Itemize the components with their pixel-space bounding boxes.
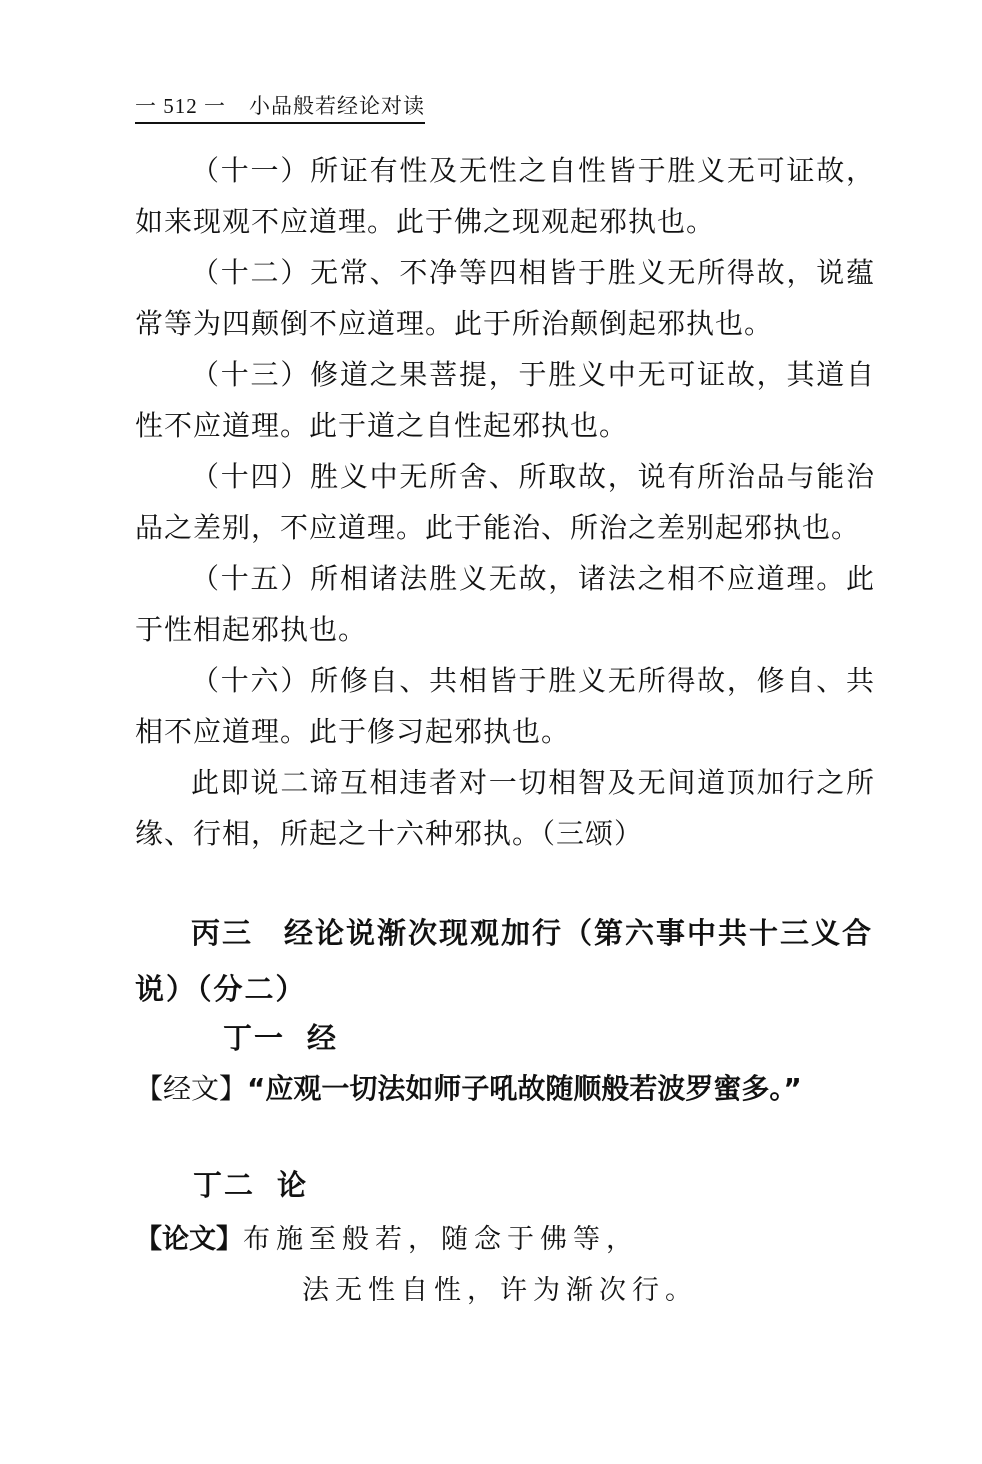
paragraph-15: （十五）所相诸法胜义无故，诸法之相不应道理。此于性相起邪执也。 xyxy=(135,562,875,646)
subsection-heading-1 xyxy=(223,1016,338,1057)
treatise-verse-line-2 xyxy=(302,1268,698,1307)
section-heading: 丙三 经论说渐次现观加行（第六事中共十三义合说）（分二） xyxy=(135,916,874,1006)
page-number: 一 512 一 xyxy=(135,94,226,118)
subsection-label: 丁一 xyxy=(223,1021,286,1055)
paragraph-12: （十二）无常、不净等四相皆于胜义无所得故，说蕴常等为四颠倒不应道理。此于所治颠倒起邪执也。 xyxy=(135,256,875,340)
sutra-text-line xyxy=(135,1067,802,1107)
paragraph-14: （十四）胜义中无所舍、所取故，说有所治品与能治品之差别，不应道理。此于能治、所治之差别起邪执也。 xyxy=(135,460,875,544)
paragraph-13: （十三）修道之果菩提，于胜义中无可证故，其道自性不应道理。此于道之自性起邪执也。 xyxy=(135,358,875,442)
sutra-tag: 【经文】 xyxy=(135,1072,248,1105)
paragraph-16: （十六）所修自、共相皆于胜义无所得故，修自、共相不应道理。此于修习起邪执也。 xyxy=(135,664,875,748)
treatise-tag: 【论文】 xyxy=(135,1224,243,1255)
verse-line-2: 法无性自性，许为渐次行。 xyxy=(302,1275,698,1306)
sutra-text: “应观一切法如师子吼故随顺般若波罗蜜多。” xyxy=(247,1072,802,1105)
subsection-title: 经 xyxy=(307,1021,339,1055)
book-title: 小品般若经论对读 xyxy=(249,94,426,118)
subsection-title: 论 xyxy=(277,1168,309,1202)
verse-line-1: 布施至般若，随念于佛等， xyxy=(243,1224,639,1255)
subsection-heading-2 xyxy=(193,1163,308,1204)
running-header xyxy=(135,90,425,124)
treatise-verse-line-1 xyxy=(135,1217,639,1256)
paragraph-11: （十一）所证有性及无性之自性皆于胜义无可证故，如来现观不应道理。此于佛之现观起邪执也。 xyxy=(135,154,875,238)
subsection-label: 丁二 xyxy=(193,1168,256,1202)
paragraph-summary: 此即说二谛互相违者对一切相智及无间道顶加行之所缘、行相，所起之十六种邪执。（三颂） xyxy=(135,766,875,850)
